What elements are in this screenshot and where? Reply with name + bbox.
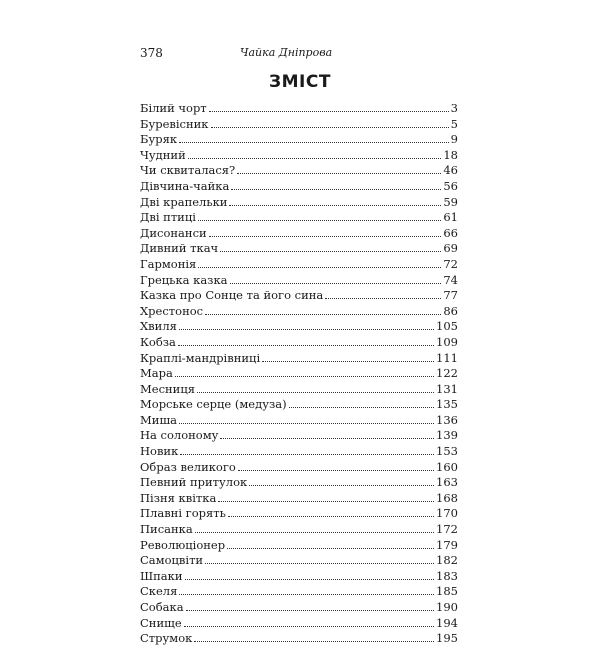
toc-entry xyxy=(140,335,458,351)
toc-entry-page: 195 xyxy=(436,631,458,646)
toc-dot-leader xyxy=(231,189,441,190)
toc-entry-page: 194 xyxy=(436,615,458,630)
toc-dot-leader xyxy=(186,610,435,611)
toc-entry-title: Пізня квітка xyxy=(140,490,217,505)
toc-entry-page: 66 xyxy=(443,225,458,240)
toc-entry xyxy=(140,491,458,507)
toc-dot-leader xyxy=(289,407,434,408)
toc-entry xyxy=(140,366,458,382)
toc-entry xyxy=(140,148,458,164)
toc-entry xyxy=(140,304,458,320)
toc-dot-leader xyxy=(249,485,434,486)
toc-entry-page: 74 xyxy=(443,272,458,287)
toc-entry-page: 185 xyxy=(436,584,458,599)
toc-dot-leader xyxy=(197,392,434,393)
toc-entry-title: Скеля xyxy=(140,584,178,599)
toc-dot-leader xyxy=(209,236,442,237)
toc-entry-page: 190 xyxy=(436,600,458,614)
toc-dot-leader xyxy=(220,251,441,252)
toc-entry-page: 69 xyxy=(443,241,458,256)
toc-dot-leader xyxy=(178,345,434,346)
toc-entry-title: Грецька казка xyxy=(140,272,228,287)
toc-entry-page: 18 xyxy=(443,147,458,162)
toc-entry xyxy=(140,475,458,491)
running-head: Чайка Дніпрова xyxy=(240,46,333,59)
toc-entry xyxy=(140,257,458,273)
page-number: 378 xyxy=(140,46,163,60)
toc-entry-page: 46 xyxy=(443,163,458,178)
toc-entry xyxy=(140,351,458,367)
toc-entry xyxy=(140,273,458,289)
toc-entry xyxy=(140,397,458,413)
toc-entry-title: Дві птиці xyxy=(140,210,196,225)
toc-entry-title: Струмок xyxy=(140,631,193,646)
toc-entry-page: 122 xyxy=(436,366,458,381)
toc-dot-leader xyxy=(175,376,434,377)
toc-entry-title: Дві крапельки xyxy=(140,194,228,209)
toc-entry-title: Новик xyxy=(140,444,179,459)
toc-entry xyxy=(140,210,458,226)
toc-entry-title: Краплі-мандрівниці xyxy=(140,350,261,365)
toc-entry-page: 77 xyxy=(443,288,458,303)
toc-entry-title: Буряк xyxy=(140,132,178,147)
toc-entry-page: 111 xyxy=(436,350,458,365)
toc-entry-title: Собака xyxy=(140,600,184,614)
toc-entry xyxy=(140,553,458,569)
toc-entry-title: Снище xyxy=(140,615,182,630)
toc-entry-page: 160 xyxy=(436,459,458,474)
toc-dot-leader xyxy=(230,283,442,284)
toc-entry-page: 3 xyxy=(450,101,458,115)
toc-dot-leader xyxy=(237,173,441,174)
toc-entry-page: 109 xyxy=(436,334,458,349)
toc-entry-page: 183 xyxy=(436,568,458,583)
toc-dot-leader xyxy=(238,470,434,471)
toc-entry-page: 56 xyxy=(443,178,458,193)
toc-entry-page: 168 xyxy=(436,490,458,505)
toc-entry-title: Буревісник xyxy=(140,116,209,131)
toc-dot-leader xyxy=(184,626,434,627)
toc-entry-title: Білий чорт xyxy=(140,101,207,115)
toc-entry xyxy=(140,428,458,444)
toc-entry-title: Певний притулок xyxy=(140,475,248,490)
toc-dot-leader xyxy=(209,111,449,112)
toc-dot-leader xyxy=(195,532,434,533)
toc-entry-title: Писанка xyxy=(140,522,193,537)
toc-entry-title: Кобза xyxy=(140,334,176,349)
toc-dot-leader xyxy=(218,501,434,502)
toc-entry-page: 59 xyxy=(443,194,458,209)
toc-entry-page: 9 xyxy=(450,132,458,147)
toc-entry-page: 139 xyxy=(436,428,458,443)
toc-entry-title: Образ великого xyxy=(140,459,236,474)
toc-entry-title: Месниця xyxy=(140,381,196,396)
toc-entry xyxy=(140,226,458,242)
toc-dot-leader xyxy=(198,267,441,268)
toc-entry-title: Гармонія xyxy=(140,256,197,271)
toc-entry xyxy=(140,195,458,211)
toc-title: ЗМІСТ xyxy=(269,72,331,92)
toc-entry xyxy=(140,132,458,148)
toc-entry-page: 172 xyxy=(436,522,458,537)
toc-entry-title: Дівчина-чайка xyxy=(140,178,230,193)
toc-entry-title: Шпаки xyxy=(140,568,183,583)
toc-entry-title: Чудний xyxy=(140,147,186,162)
toc-entry-title: Чи сквиталася? xyxy=(140,163,236,178)
toc-entry-page: 153 xyxy=(436,444,458,459)
toc-dot-leader xyxy=(229,205,441,206)
toc-entry xyxy=(140,569,458,585)
toc-dot-leader xyxy=(194,641,434,642)
page-header xyxy=(140,46,460,64)
toc-entry-title: Дивний ткач xyxy=(140,241,219,256)
toc-entry xyxy=(140,584,458,600)
toc-entry xyxy=(140,382,458,398)
toc-entry-title: Миша xyxy=(140,412,177,427)
toc-entry-page: 182 xyxy=(436,553,458,568)
toc-list xyxy=(140,101,458,647)
toc-dot-leader xyxy=(198,220,441,221)
toc-entry-page: 131 xyxy=(436,381,458,396)
toc-entry-page: 61 xyxy=(443,210,458,225)
toc-entry xyxy=(140,179,458,195)
toc-entry-title: На солоному xyxy=(140,428,219,443)
toc-entry xyxy=(140,506,458,522)
toc-entry xyxy=(140,413,458,429)
toc-dot-leader xyxy=(188,158,442,159)
toc-entry xyxy=(140,600,458,616)
toc-entry-title: Хвиля xyxy=(140,319,177,334)
toc-dot-leader xyxy=(205,563,434,564)
toc-dot-leader xyxy=(325,298,441,299)
toc-entry xyxy=(140,444,458,460)
toc-dot-leader xyxy=(180,454,434,455)
toc-entry-page: 135 xyxy=(436,397,458,412)
toc-entry-title: Казка про Сонце та його сина xyxy=(140,288,324,303)
toc-entry xyxy=(140,522,458,538)
toc-entry xyxy=(140,616,458,632)
toc-entry-title: Дисонанси xyxy=(140,225,207,240)
toc-dot-leader xyxy=(185,579,435,580)
toc-dot-leader xyxy=(179,329,434,330)
toc-entry xyxy=(140,288,458,304)
toc-entry-page: 136 xyxy=(436,412,458,427)
toc-dot-leader xyxy=(220,438,434,439)
toc-entry-title: Плавні горять xyxy=(140,506,226,521)
toc-dot-leader xyxy=(205,314,441,315)
toc-entry xyxy=(140,319,458,335)
toc-entry-page: 105 xyxy=(436,319,458,334)
toc-entry-title: Хрестонос xyxy=(140,303,204,318)
toc-entry xyxy=(140,101,458,117)
toc-dot-leader xyxy=(211,127,449,128)
toc-entry-page: 5 xyxy=(450,116,458,131)
toc-entry xyxy=(140,117,458,133)
toc-entry-title: Самоцвіти xyxy=(140,553,204,568)
toc-entry xyxy=(140,241,458,257)
toc-entry-title: Революціонер xyxy=(140,537,226,552)
toc-dot-leader xyxy=(227,548,434,549)
toc-entry xyxy=(140,163,458,179)
toc-dot-leader xyxy=(228,516,434,517)
toc-entry-page: 86 xyxy=(443,303,458,318)
toc-entry-title: Морське серце (медуза) xyxy=(140,397,287,412)
toc-entry-page: 170 xyxy=(436,506,458,521)
toc-dot-leader xyxy=(179,423,434,424)
toc-entry-page: 163 xyxy=(436,475,458,490)
toc-dot-leader xyxy=(179,142,449,143)
toc-entry xyxy=(140,631,458,647)
toc-dot-leader xyxy=(262,361,434,362)
toc-entry-page: 72 xyxy=(443,256,458,271)
toc-entry-title: Мара xyxy=(140,366,173,381)
toc-entry xyxy=(140,460,458,476)
toc-dot-leader xyxy=(179,594,434,595)
toc-entry xyxy=(140,538,458,554)
toc-entry-page: 179 xyxy=(436,537,458,552)
